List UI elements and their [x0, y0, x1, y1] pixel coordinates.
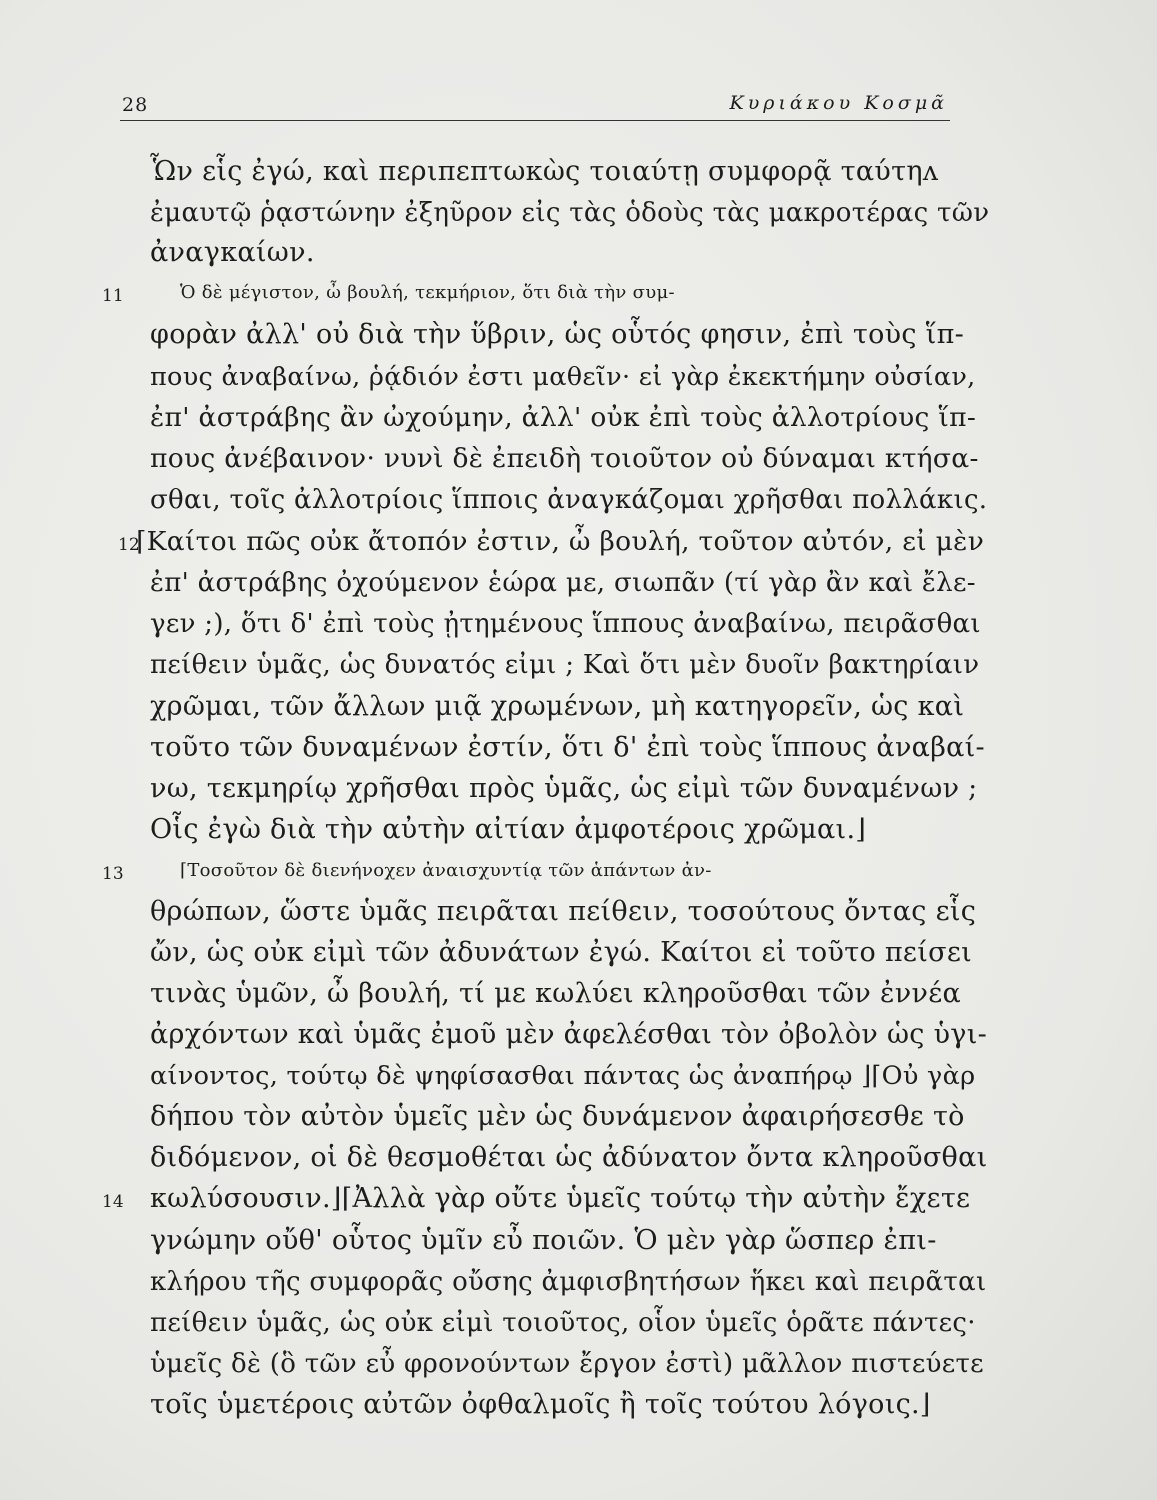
text-line: Οἷς ἐγὼ διὰ τὴν αὐτὴν αἰτίαν ἀμφοτέροις χρῶμαι.⌋ [150, 814, 867, 845]
text-line: Ὁ δὲ μέγιστον, ὦ βουλή, τεκμήριον, ὅτι διὰ τὴν συμ- [180, 282, 675, 303]
text-line: τοῦτο τῶν δυναμένων ἐστίν, ὅτι δ' ἐπὶ τοὺς ἵππους ἀναβαί- [150, 732, 985, 763]
text-line: φορὰν ἀλλ' οὐ διὰ τὴν ὕβριν, ὡς οὗτός φησιν, ἐπὶ τοὺς ἵπ- [150, 319, 965, 350]
text-line: αίνοντος, τούτῳ δὲ ψηφίσασθαι πάντας ὡς ἀναπήρῳ ⌋⌈Οὐ γὰρ [150, 1061, 976, 1091]
text-line: χρῶμαι, τῶν ἄλλων μιᾷ χρωμένων, μὴ κατηγορεῖν, ὡς καὶ [150, 691, 965, 722]
text-line: ὤν, ὡς οὐκ εἰμὶ τῶν ἀδυνάτων ἐγώ. Καίτοι εἰ τοῦτο πείσει [150, 937, 973, 968]
text-line: τινὰς ὑμῶν, ὦ βουλή, τί με κωλύει κληροῦσθαι τῶν ἐννέα [150, 978, 962, 1009]
section-number-11: 11 [102, 286, 124, 306]
text-line: κωλύσουσιν.⌋⌈Ἀλλὰ γὰρ οὔτε ὑμεῖς τούτῳ τὴν αὐτὴν ἔχετε [150, 1183, 971, 1214]
text-line: ἐμαυτῷ ῥᾳστώνην ἐξηῦρον εἰς τὰς ὁδοὺς τὰς μακροτέρας τῶν [150, 198, 990, 228]
text-line: σθαι, τοῖς ἀλλοτρίοις ἵπποις ἀναγκάζομαι χρῆσθαι πολλάκις. [150, 485, 988, 515]
text-line: ἀναγκαίων. [150, 237, 315, 268]
text-line: τοῖς ὑμετέροις αὐτῶν ὀφθαλμοῖς ἢ τοῖς τούτου λόγοις.⌋ [150, 1389, 931, 1420]
text-line: πους ἀναβαίνω, ῥᾴδιόν ἐστι μαθεῖν· εἰ γὰρ ἐκεκτήμην οὐσίαν, [150, 362, 976, 392]
text-line: πείθειν ὑμᾶς, ὡς οὐκ εἰμὶ τοιοῦτος, οἷον ὑμεῖς ὁρᾶτε πάντες· [150, 1308, 976, 1338]
text-line: Ὧν εἷς ἐγώ, καὶ περιπεπτωκὼς τοιαύτῃ συμφορᾷ ταύτηᴧ [150, 156, 939, 187]
text-line: ὑμεῖς δὲ (ὃ τῶν εὖ φρονούντων ἔργον ἐστὶ) μᾶλλον πιστεύετε [150, 1349, 984, 1379]
text-line: ἀρχόντων καὶ ὑμᾶς ἐμοῦ μὲν ἀφελέσθαι τὸν ὀβολὸν ὡς ὑγι- [150, 1019, 988, 1050]
text-line: θρώπων, ὥστε ὑμᾶς πειρᾶται πείθειν, τοσούτους ὄντας εἷς [150, 896, 977, 927]
text-line: πους ἀνέβαινον· νυνὶ δὲ ἐπειδὴ τοιοῦτον οὐ δύναμαι κτήσα- [150, 443, 979, 474]
text-line: ἐπ' ἀστράβης ὀχούμενον ἑώρα με, σιωπᾶν (τί γὰρ ἂν καὶ ἔλε- [150, 568, 976, 598]
text-line: κλήρου τῆς συμφορᾶς οὔσης ἀμφισβητήσων ἥκει καὶ πειρᾶται [150, 1267, 987, 1297]
text-line: ⌈Καίτοι πῶς οὐκ ἄτοπόν ἐστιν, ὦ βουλή, τοῦτον αὐτόν, εἰ μὲν [136, 526, 985, 557]
section-number-13: 13 [102, 864, 124, 884]
running-head: Κυριάκου Κοσμᾶ [729, 92, 948, 114]
section-number-12: 12 [118, 535, 140, 555]
text-line: ἐπ' ἀστράβης ἂν ὠχούμην, ἀλλ' οὐκ ἐπὶ τοὺς ἀλλοτρίους ἵπ- [150, 402, 977, 433]
text-line: διδόμενον, οἱ δὲ θεσμοθέται ὡς ἀδύνατον ὄντα κληροῦσθαι [150, 1142, 988, 1173]
page-number: 28 [122, 94, 149, 116]
text-line: πείθειν ὑμᾶς, ὡς δυνατός εἰμι ; Καὶ ὅτι μὲν δυοῖν βακτηρίαιν [150, 650, 980, 680]
text-line: νω, τεκμηρίῳ χρῆσθαι πρὸς ὑμᾶς, ὡς εἰμὶ τῶν δυναμένων ; [150, 773, 978, 804]
section-number-14: 14 [102, 1192, 124, 1212]
text-line: γεν ;), ὅτι δ' ἐπὶ τοὺς ᾐτημένους ἵππους ἀναβαίνω, πειρᾶσθαι [150, 609, 981, 639]
text-line: ⌈Τοσοῦτον δὲ διενήνοχεν ἀναισχυντίᾳ τῶν ἁπάντων ἀν- [180, 860, 712, 881]
text-line: γνώμην οὔθ' οὗτος ὑμῖν εὖ ποιῶν. Ὁ μὲν γὰρ ὥσπερ ἐπι- [150, 1225, 937, 1256]
text-line: δήπου τὸν αὐτὸν ὑμεῖς μὲν ὡς δυνάμενον ἀφαιρήσεσθε τὸ [150, 1101, 965, 1132]
